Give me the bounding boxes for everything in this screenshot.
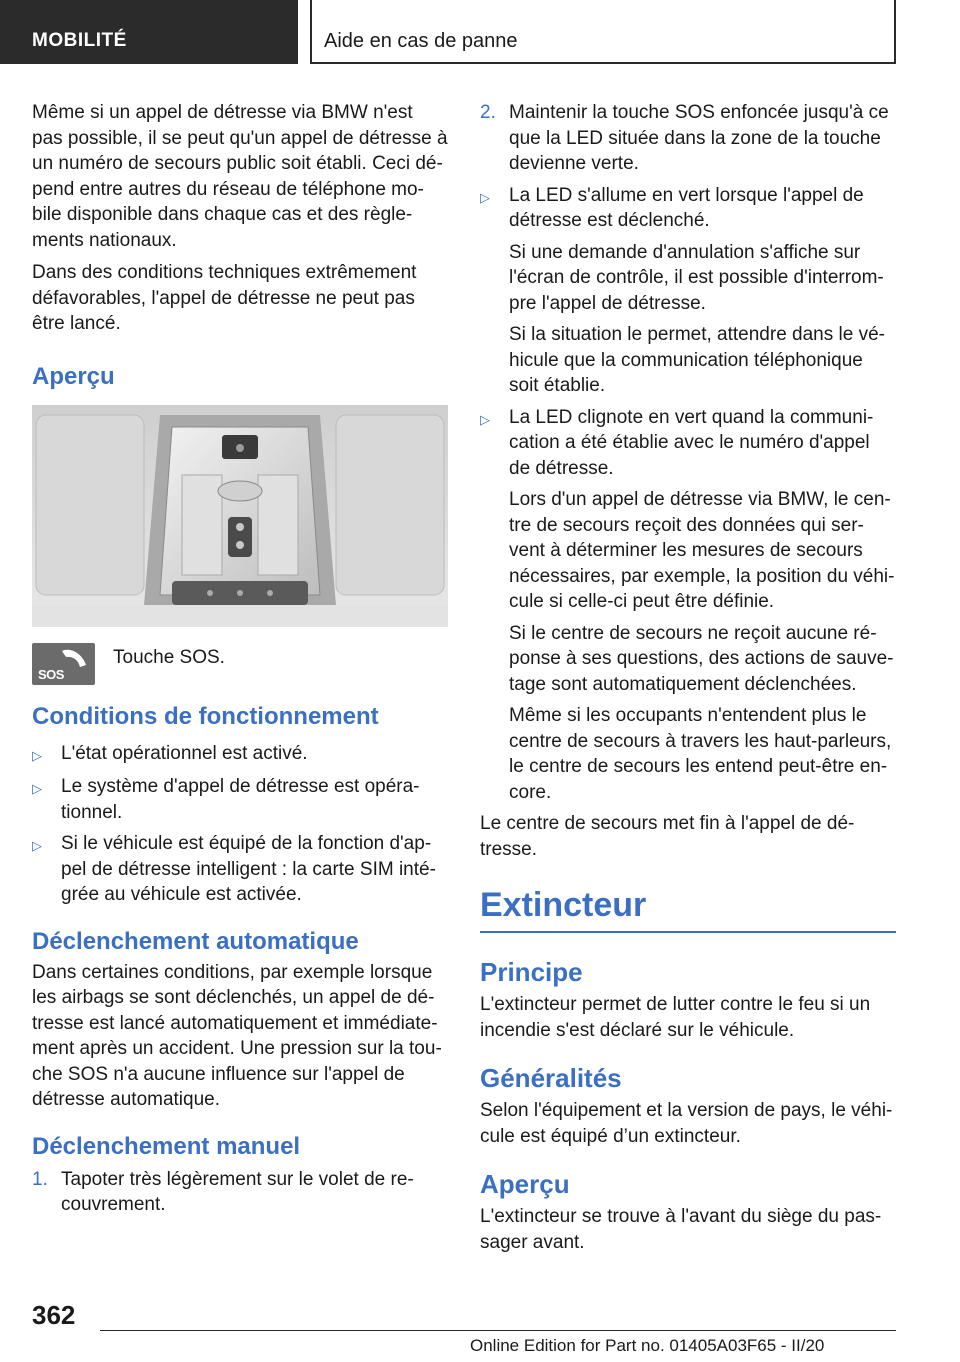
sos-phone-icon: [32, 643, 95, 685]
step-number: 2.: [480, 102, 496, 123]
roof-console-illustration: [32, 405, 448, 627]
auto-heading: Déclenchement automatique: [32, 927, 359, 955]
sub-paragraph: Même si les occupants n'entendent plus le centre de secours à travers les haut-parleurs, le centre de secours les entend peut-être en-core.: [509, 705, 892, 803]
step-item: 1. Tapoter très légèrement sur le volet de re-couvrement.: [32, 1167, 448, 1218]
list-item: ▷ Si le véhicule est équipé de la fonction d'ap-pel de détresse intelligent : la carte SIM inté-grée au véhicule est activée.: [32, 831, 448, 908]
list-item: ▷ La LED s'allume en vert lorsque l'appel de détresse est déclenché.: [480, 183, 896, 234]
paragraph: Dans des conditions techniques extrêmement défavorables, l'appel de détresse ne peut pas être lancé.: [32, 262, 417, 334]
sub-paragraph: Si la situation le permet, attendre dans le vé-hicule que la communication téléphonique soit établie.: [509, 324, 885, 396]
bullet-icon: ▷: [32, 747, 42, 763]
generalites-heading: Généralités: [480, 1063, 622, 1093]
sos-icon-label: SOS: [38, 666, 64, 682]
bullet-icon: ▷: [32, 781, 42, 796]
roof-console-photo: [32, 405, 448, 627]
paragraph: Le centre de secours met fin à l'appel de dé-tresse.: [480, 813, 855, 860]
sub-paragraph: Lors d'un appel de détresse via BMW, le cen-tre de secours reçoit des données qui ser-vent à déterminer les mesures de secours nécessaires, par exemple, la position du véhi-cule si celle-ci peut être définie.: [509, 489, 895, 612]
sos-caption: Touche SOS.: [113, 646, 225, 668]
manual-heading: Déclenchement manuel: [32, 1132, 301, 1160]
header-divider: [298, 0, 312, 64]
bullet-icon: ▷: [32, 838, 42, 853]
apercu2-heading: Aperçu: [480, 1169, 570, 1199]
paragraph: Selon l'équipement et la version de pays, le véhi-cule est équipé d’un extincteur.: [480, 1100, 893, 1147]
left-column: [32, 100, 448, 1224]
paragraph: Même si un appel de détresse via BMW n'est pas possible, il se peut qu'un appel de détresse à un numéro de secours public soit établi. Ceci dé-pend entre autres du réseau de téléphone mo-bile disponible dans chaque cas et des règle-ments nationaux.: [32, 102, 448, 251]
extincteur-heading: Extincteur: [480, 886, 896, 933]
step-number: 1.: [32, 1168, 48, 1190]
list-item: ▷ L'état opérationnel est activé.: [32, 741, 448, 769]
bullet-icon: ▷: [480, 411, 490, 427]
list-item: ▷ La LED clignote en vert quand la communi-cation a été établie avec le numéro d'appel de détresse.: [480, 405, 896, 482]
sub-paragraph: Si le centre de secours ne reçoit aucune ré-ponse à ses questions, des actions de sauve-tage sont automatiquement déclenchées.: [509, 622, 894, 695]
step-item: 2. Maintenir la touche SOS enfoncée jusqu'à ce que la LED située dans la zone de la touche devienne verte.: [480, 100, 896, 177]
paragraph: Dans certaines conditions, par exemple lorsque les airbags se sont déclenchés, un appel de dé-tresse est lancé automatiquement et immédiate-ment après un accident. Une pression sur la tou-che SOS n'a aucune influence sur l'appel de détresse automatique.: [32, 961, 442, 1110]
edition-text: Online Edition for Part no. 01405A03F65 - II/20: [470, 1336, 825, 1355]
right-column: [480, 100, 896, 1262]
bullet-icon: ▷: [480, 189, 490, 205]
section-title: MOBILITÉ: [0, 0, 298, 64]
apercu-heading: Aperçu: [32, 362, 115, 390]
principe-heading: Principe: [480, 957, 583, 987]
page-number: 362: [32, 1300, 76, 1330]
list-item: ▷ Le système d'appel de détresse est opéra-tionnel.: [32, 774, 448, 825]
topic-title: Aide en cas de panne: [312, 0, 896, 64]
footer-divider: [100, 1330, 896, 1331]
sub-paragraph: Si une demande d'annulation s'affiche sur l'écran de contrôle, il est possible d'interrom-pre l'appel de détresse.: [509, 241, 884, 314]
sos-caption-row: [32, 643, 448, 685]
paragraph: L'extincteur permet de lutter contre le feu si un incendie s'est déclaré sur le véhicule.: [480, 994, 871, 1041]
conditions-heading: Conditions de fonctionnement: [32, 702, 379, 730]
paragraph: L'extincteur se trouve à l'avant du siège du pas-sager avant.: [480, 1206, 882, 1253]
